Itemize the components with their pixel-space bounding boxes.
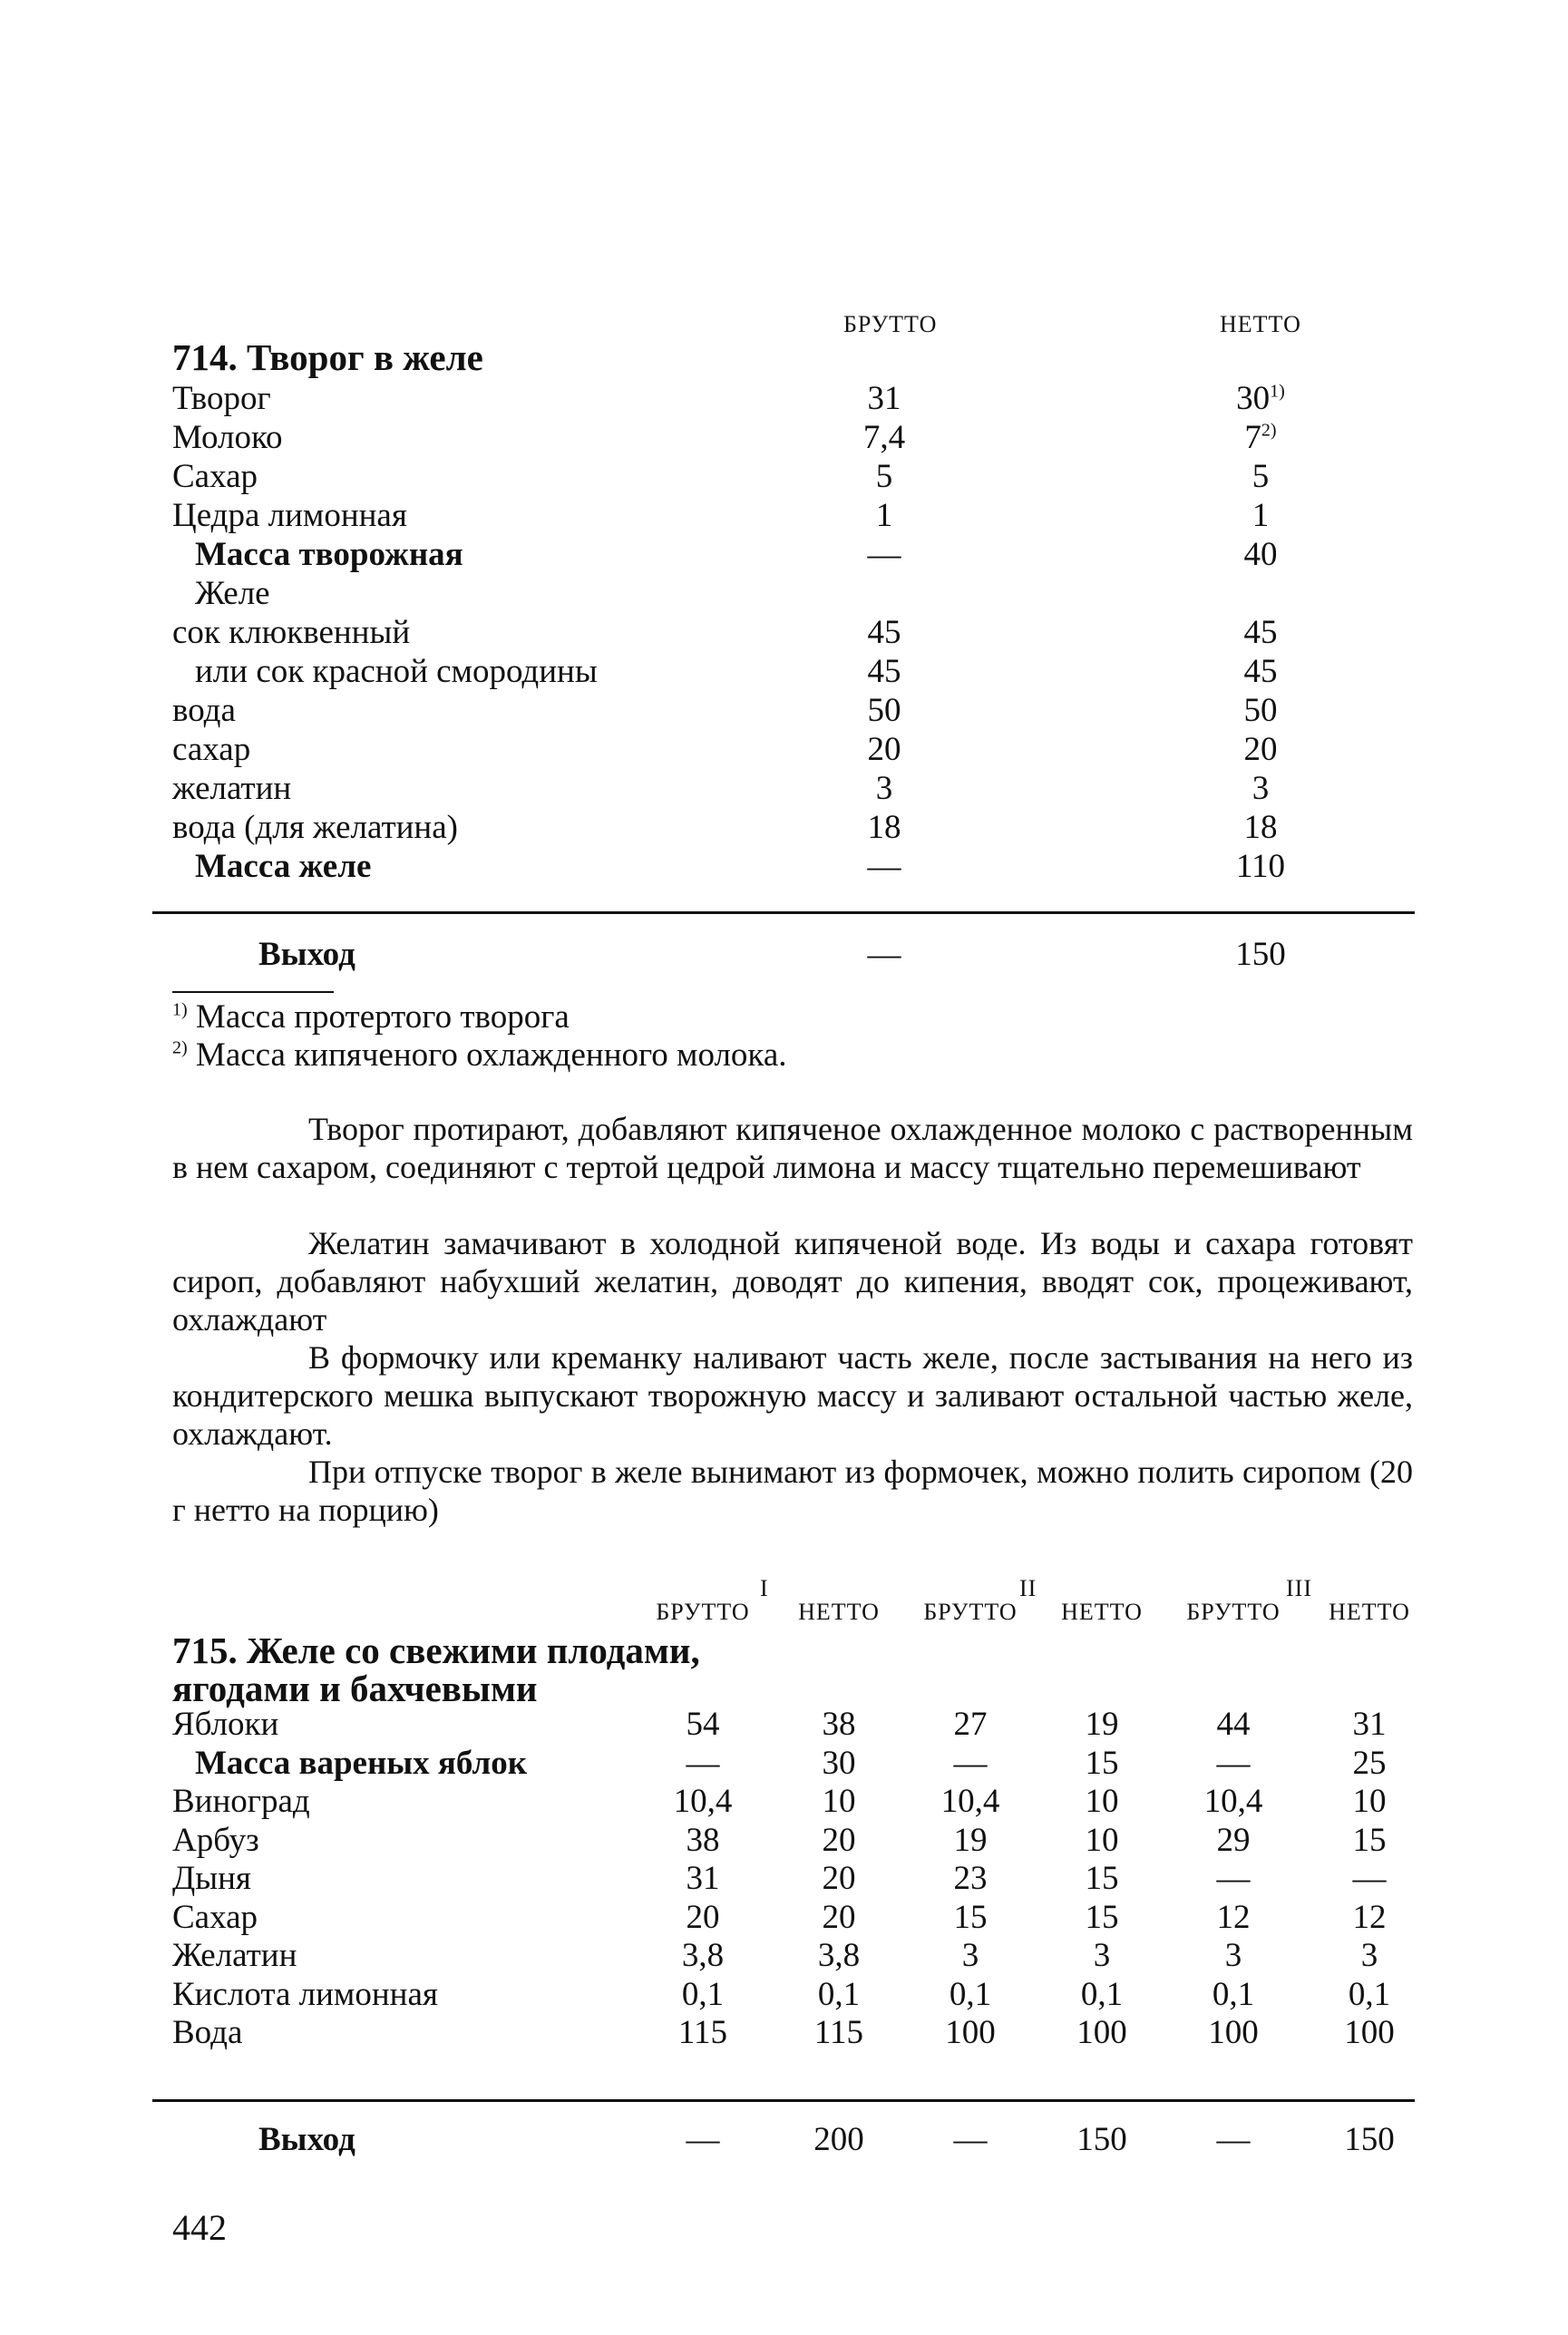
ingredient-name: сахар <box>172 731 251 768</box>
output-netto: 150 <box>1076 2121 1127 2158</box>
header-netto: НЕТТО <box>798 1599 880 1625</box>
ingredient-name: Масса желе <box>195 848 372 885</box>
brutto-value: 3 <box>1224 1937 1242 1974</box>
netto-value: — <box>1352 1860 1387 1897</box>
netto-value: 18 <box>1243 809 1278 846</box>
netto-value: 19 <box>1085 1706 1119 1743</box>
brutto-value: 0,1 <box>681 1976 725 2013</box>
brutto-value: 31 <box>686 1860 720 1897</box>
output-brutto: — <box>686 2121 720 2158</box>
brutto-value: 18 <box>867 809 901 846</box>
brutto-value: 27 <box>953 1706 988 1743</box>
netto-cell <box>1179 457 1342 496</box>
ingredient-name: Виноград <box>172 1783 310 1820</box>
brutto-value: 50 <box>867 692 901 729</box>
ingredient-name: Творог <box>172 380 271 417</box>
netto-value: 3,8 <box>817 1937 861 1974</box>
netto-value: 3 <box>1360 1937 1378 1974</box>
output-brutto: — <box>1216 2121 1251 2158</box>
brutto-value: 7,4 <box>862 419 906 456</box>
netto-value: 5 <box>1251 458 1270 495</box>
netto-value: 15 <box>1085 1899 1119 1936</box>
netto-value: 31 <box>1352 1706 1387 1743</box>
netto-value: 45 <box>1243 614 1278 651</box>
brutto-value: 10,4 <box>1203 1783 1263 1820</box>
netto-value: 12 <box>1352 1899 1387 1936</box>
netto-value: 3 <box>1093 1937 1111 1974</box>
brutto-value: 12 <box>1216 1899 1251 1936</box>
brutto-value: 20 <box>686 1899 720 1936</box>
netto-value: 20 <box>822 1899 856 1936</box>
netto-cell <box>1179 730 1342 769</box>
header-brutto: БРУТТО <box>843 311 938 337</box>
brutto-value: 5 <box>875 458 893 495</box>
netto-cell <box>1179 535 1342 574</box>
netto-value: 40 <box>1243 536 1278 573</box>
ingredient-name: вода <box>172 692 236 729</box>
ingredient-name: Сахар <box>172 458 258 495</box>
brutto-value: 44 <box>1216 1706 1251 1743</box>
brutto-value: — <box>867 848 901 885</box>
ingredient-name: Желе <box>195 575 270 612</box>
netto-value: 100 <box>1076 2014 1127 2051</box>
brutto-value: 3,8 <box>681 1937 725 1974</box>
header-brutto: БРУТТО <box>923 1599 1018 1625</box>
brutto-value: 1 <box>875 497 893 534</box>
brutto-value: 100 <box>1208 2014 1259 2051</box>
footnote-1 <box>172 997 570 1036</box>
netto-value: 10 <box>1085 1783 1119 1820</box>
paragraph: При отпуске творог в желе вынимают из формочек, можно полить сиропом (20 г нетто на порцию) <box>172 1454 1413 1528</box>
ingredient-name: Молоко <box>172 419 283 456</box>
brutto-value: 23 <box>953 1860 988 1897</box>
brutto-value: 38 <box>686 1822 720 1859</box>
netto-cell <box>1179 847 1342 886</box>
netto-cell <box>1179 379 1342 418</box>
page-number: 442 <box>172 2207 227 2248</box>
footnote-mark: 2) <box>172 1037 188 1058</box>
paragraph: Творог протирают, добавляют кипяченое охлажденное молоко с растворенным в нем сахаром, соединяют с тертой цедрой лимона и массу тщательно перемешивают <box>172 1111 1413 1185</box>
ingredient-name: Вода <box>172 2014 243 2051</box>
netto-value: 115 <box>813 2014 864 2051</box>
ingredient-name: Масса творожная <box>195 536 463 573</box>
header-brutto: БРУТТО <box>1186 1599 1281 1625</box>
brutto-value: — <box>1216 1745 1251 1782</box>
netto-cell <box>1179 691 1342 730</box>
brutto-value: 31 <box>867 380 901 417</box>
ingredient-name: Арбуз <box>172 1822 259 1859</box>
header-netto: НЕТТО <box>1329 1599 1410 1625</box>
netto-value: 10 <box>822 1783 856 1820</box>
netto-value: 20 <box>822 1822 856 1859</box>
netto-value: 20 <box>822 1860 856 1897</box>
netto-value: 15 <box>1085 1860 1119 1897</box>
ingredient-name: Дыня <box>172 1860 251 1897</box>
brutto-value: 0,1 <box>949 1976 992 2013</box>
netto-value: 50 <box>1243 692 1278 729</box>
netto-value: 38 <box>822 1706 856 1743</box>
ingredient-name: вода (для желатина) <box>172 809 458 846</box>
netto-value: 10 <box>1352 1783 1387 1820</box>
header-netto: НЕТТО <box>1220 311 1301 337</box>
paragraph: В формочку или креманку наливают часть желе, после застывания на него из кондитерского мешка выпускают творожную массу и заливают остальной частью желе, охлаждают. <box>172 1339 1413 1452</box>
output-label: Выход <box>258 2121 355 2158</box>
brutto-value: 15 <box>953 1899 988 1936</box>
netto-cell <box>1179 613 1342 652</box>
footnote-text: Масса кипяченого охлажденного молока. <box>195 1036 787 1074</box>
brutto-value: 19 <box>953 1822 988 1859</box>
brutto-value: — <box>1216 1860 1251 1897</box>
table-divider <box>152 911 1415 914</box>
ingredient-name: Яблоки <box>172 1706 279 1743</box>
brutto-value: 45 <box>867 614 901 651</box>
footnote-ref: 2) <box>1261 420 1277 441</box>
ingredient-name: Кислота лимонная <box>172 1976 438 2013</box>
brutto-value: 100 <box>945 2014 996 2051</box>
recipe-title: 714. Творог в желе <box>172 336 483 378</box>
brutto-value: — <box>686 1745 720 1782</box>
output-brutto: — <box>867 936 901 973</box>
netto-cell <box>1179 418 1342 457</box>
brutto-value: 3 <box>875 770 893 807</box>
netto-value: 30 <box>822 1745 856 1782</box>
netto-value: 20 <box>1243 731 1278 768</box>
ingredient-name: желатин <box>172 770 292 807</box>
recipe-title-line-2: ягодами и бахчевыми <box>172 1668 538 1709</box>
output-label: Выход <box>258 936 355 973</box>
netto-value: 25 <box>1352 1745 1387 1782</box>
netto-cell <box>1179 808 1342 847</box>
footnote-mark: 1) <box>172 999 188 1020</box>
netto-value: 15 <box>1352 1822 1387 1859</box>
brutto-value: 115 <box>677 2014 728 2051</box>
netto-value: 0,1 <box>1348 1976 1391 2013</box>
netto-value: 0,1 <box>817 1976 861 2013</box>
table-divider <box>152 2099 1415 2102</box>
netto-value: 0,1 <box>1080 1976 1124 2013</box>
output-netto: 150 <box>1235 936 1286 973</box>
ingredient-name: Сахар <box>172 1899 258 1936</box>
ingredient-name: Желатин <box>172 1937 297 1974</box>
header-netto: НЕТТО <box>1061 1599 1143 1625</box>
netto-value: 45 <box>1243 653 1278 690</box>
brutto-value: 20 <box>867 731 901 768</box>
ingredient-name: или сок красной смородины <box>195 653 598 690</box>
output-netto: 150 <box>1344 2121 1395 2158</box>
group-label-2: II <box>1019 1575 1037 1601</box>
netto-cell <box>1179 769 1342 808</box>
brutto-value: 10,4 <box>940 1783 1000 1820</box>
netto-cell <box>1179 652 1342 691</box>
netto-value: 7 <box>1244 419 1261 456</box>
ingredient-name: Масса вареных яблок <box>195 1745 528 1782</box>
ingredient-name: сок клюквенный <box>172 614 411 651</box>
netto-value: 3 <box>1251 770 1270 807</box>
netto-cell <box>1179 496 1342 535</box>
brutto-value: 29 <box>1216 1822 1251 1859</box>
netto-value: 10 <box>1085 1822 1119 1859</box>
header-brutto: БРУТТО <box>656 1599 750 1625</box>
netto-value: 110 <box>1235 848 1286 885</box>
brutto-value: — <box>953 1745 988 1782</box>
output-brutto: — <box>953 2121 988 2158</box>
brutto-value: — <box>867 536 901 573</box>
brutto-value: 45 <box>867 653 901 690</box>
netto-value: 1 <box>1251 497 1270 534</box>
footnote-separator <box>172 991 334 993</box>
footnote-2 <box>172 1036 787 1075</box>
ingredient-name: Цедра лимонная <box>172 497 407 534</box>
group-label-1: I <box>760 1575 769 1601</box>
brutto-value: 54 <box>686 1706 720 1743</box>
footnote-ref: 1) <box>1270 381 1285 402</box>
brutto-value: 3 <box>961 1937 979 1974</box>
group-label-3: III <box>1286 1575 1312 1601</box>
netto-value: 30 <box>1236 380 1271 417</box>
footnote-text: Масса протертого творога <box>195 998 570 1036</box>
netto-value: 100 <box>1344 2014 1395 2051</box>
output-netto: 200 <box>813 2121 864 2158</box>
netto-value: 15 <box>1085 1745 1119 1782</box>
brutto-value: 0,1 <box>1212 1976 1255 2013</box>
brutto-value: 10,4 <box>673 1783 733 1820</box>
paragraph: Желатин замачивают в холодной кипяченой воде. Из воды и сахара готовят сироп, добавляют набухший желатин, доводят до кипения, вводят сок, процеживают, охлаждают <box>172 1225 1413 1338</box>
recipe-title-line-1: 715. Желе со свежими плодами, <box>172 1630 700 1671</box>
